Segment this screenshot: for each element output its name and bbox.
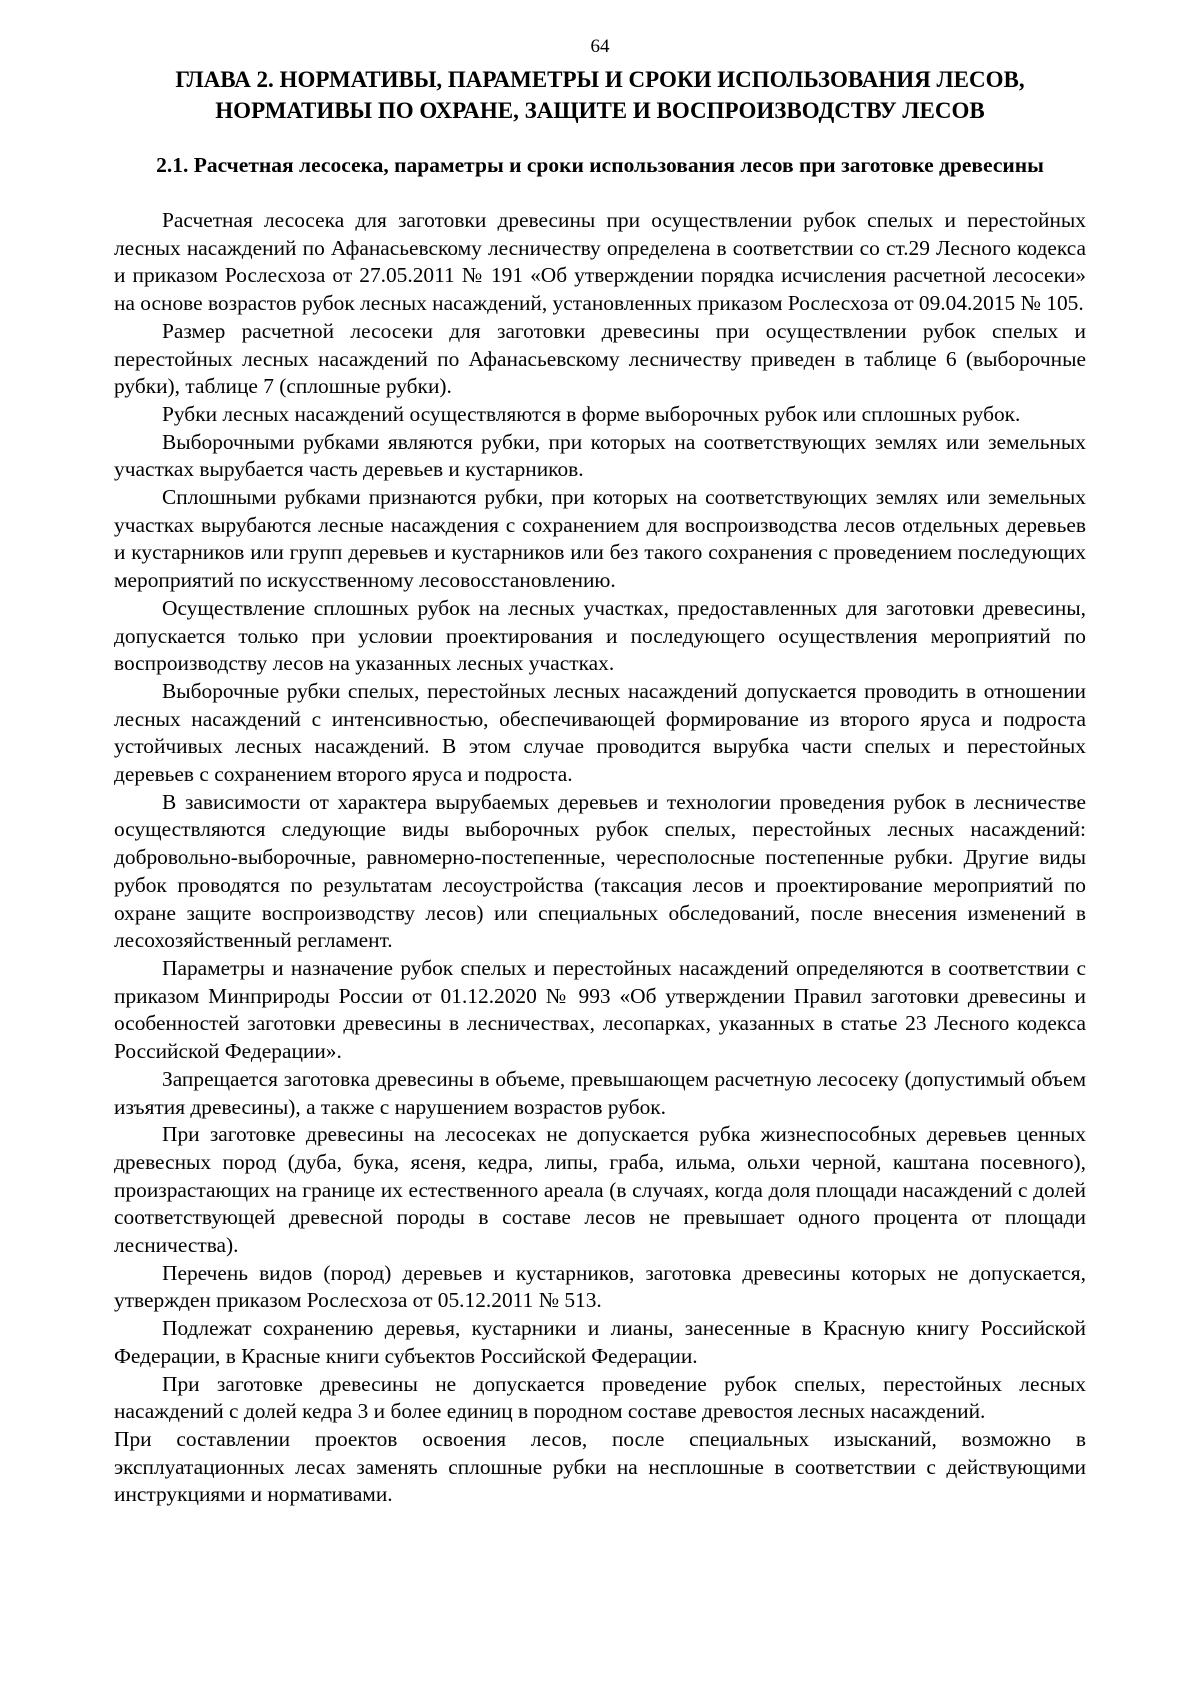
paragraph: При заготовке древесины на лесосеках не допускается рубка жизнеспособных деревьев ценных древесных пород (дуба, бука, ясеня, кедра, липы, граба, ильма, ольхи черной, каштана посевного), произрастающих на границе их естественного ареала (в случаях, когда доля площади насаждений с долей соответствующей древесной породы в составе лесов не превышает одного процента от площади лесничества). [114, 1122, 1086, 1258]
paragraph: В зависимости от характера вырубаемых деревьев и технологии проведения рубок в лесничестве осуществляются следующие виды выборочных рубок спелых, перестойных лесных насаждений: добровольно-выборочные, равномерно-постепенные, чересполосные постепенные рубки. Другие виды рубок проводятся по результатам лесоустройства (таксация лесов и проектирование мероприятий по охране защите воспроизводству лесов) или специальных обследований, после внесения изменений в лесохозяйственный регламент. [114, 789, 1086, 953]
paragraph: Запрещается заготовка древесины в объеме, превышающем расчетную лесосеку (допустимый объем изъятия древесины), а также с нарушением возрастов рубок. [114, 1066, 1086, 1119]
paragraph: Выборочные рубки спелых, перестойных лесных насаждений допускается проводить в отношении лесных насаждений с интенсивностью, обеспечивающей формирование из второго яруса и подроста устойчивых лесных насаждений. В этом случае проводится вырубка части спелых и перестойных деревьев с сохранением второго яруса и подроста. [114, 678, 1086, 787]
paragraph: Перечень видов (пород) деревьев и кустарников, заготовка древесины которых не допускается, утвержден приказом Рослесхоза от 05.12.2011 № 513. [114, 1260, 1086, 1313]
paragraph: При составлении проектов освоения лесов, после специальных изысканий, возможно в эксплуатационных лесах заменять сплошные рубки на несплошные в соответствии с действующими инструкциями и нормативами. [114, 1426, 1086, 1507]
paragraph: Расчетная лесосека для заготовки древесины при осуществлении рубок спелых и перестойных лесных насаждений по Афанасьевскому лесничеству определена в соответствии со ст.29 Лесного кодекса и приказом Рослесхоза от 27.05.2011 № 191 «Об утверждении порядка исчисления расчетной лесосеки» на основе возрастов рубок лесных насаждений, установленных приказом Рослесхоза от 09.04.2015 № 105. [114, 208, 1086, 316]
paragraph: При заготовке древесины не допускается проведение рубок спелых, перестойных лесных насаждений с долей кедра 3 и более единиц в породном составе древостоя лесных насаждений. [114, 1371, 1086, 1424]
chapter-title-line-2: НОРМАТИВЫ ПО ОХРАНЕ, ЗАЩИТЕ И ВОСПРОИЗВОДСТВУ ЛЕСОВ [215, 98, 985, 123]
paragraph: Параметры и назначение рубок спелых и перестойных насаждений определяются в соответствии с приказом Минприроды России от 01.12.2020 № 993 «Об утверждении Правил заготовки древесины и особенностей заготовки древесины в лесничествах, лесопарках, указанных в статье 23 Лесного кодекса Российской Федерации». [114, 955, 1086, 1064]
paragraph: Размер расчетной лесосеки для заготовки древесины при осуществлении рубок спелых и перестойных лесных насаждений по Афанасьевскому лесничеству приведен в таблице 6 (выборочные рубки), таблице 7 (сплошные рубки). [114, 318, 1086, 399]
page-number: 64 [590, 36, 610, 57]
body-text [114, 207, 1086, 1509]
paragraph: Сплошными рубками признаются рубки, при которых на соответствующих землях или земельных участках вырубаются лесные насаждения с сохранением для воспроизводства лесов отдельных деревьев и кустарников или групп деревьев и кустарников или без такого сохранения с проведением последующих мероприятий по искусственному лесовосстановлению. [114, 485, 1086, 593]
chapter-title-line-1: ГЛАВА 2. НОРМАТИВЫ, ПАРАМЕТРЫ И СРОКИ ИСПОЛЬЗОВАНИЯ ЛЕСОВ, [175, 67, 1025, 92]
paragraph: Выборочными рубками являются рубки, при которых на соответствующих землях или земельных участках вырубается часть деревьев и кустарников. [114, 429, 1086, 482]
chapter-title [100, 64, 1100, 126]
paragraph: Подлежат сохранению деревья, кустарники и лианы, занесенные в Красную книгу Российской Федерации, в Красные книги субъектов Российской Федерации. [114, 1316, 1086, 1368]
section-title: 2.1. Расчетная лесосека, параметры и сроки использования лесов при заготовке древесины [156, 153, 1044, 177]
paragraph: Рубки лесных насаждений осуществляются в форме выборочных рубок или сплошных рубок. [162, 401, 1021, 426]
paragraph: Осуществление сплошных рубок на лесных участках, предоставленных для заготовки древесины, допускается только при условии проектирования и последующего осуществления мероприятий по воспроизводству лесов на указанных лесных участках. [114, 595, 1086, 676]
